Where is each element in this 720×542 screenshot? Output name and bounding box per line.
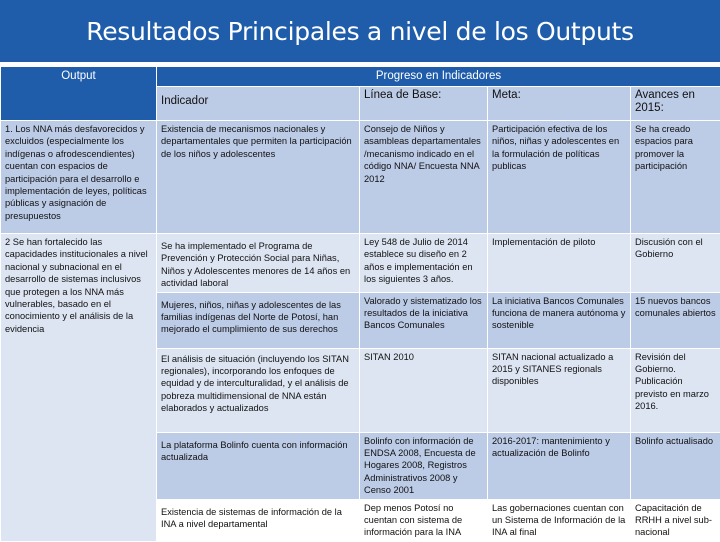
- advance-cell: Bolinfo actualisado: [631, 432, 720, 499]
- indicator-cell: Se ha implementado el Programa de Prevención y Protección Social para Niñas, Niños y Adolescentes menores de 14 años en actividad laboral: [157, 234, 360, 293]
- table-row: [1, 234, 720, 293]
- slide-title: Resultados Principales a nivel de los Outputs: [86, 17, 634, 46]
- header-row-1: [1, 67, 720, 87]
- output-cell: 2 Se han fortalecido las capacidades institucionales a nivel nacional y subnacional en el desarrollo de sistemas inclusivos que protegen a los NNA más vulnerables, basado en el conocimiento y el análisis de la evidencia: [1, 234, 157, 542]
- baseline-cell: Consejo de Niños y asambleas departamentales /mecanismo indicado en el código NNA/ Encuesta NNA 2012: [360, 121, 488, 234]
- goal-cell: 2016-2017: mantenimiento y actualización de Bolinfo: [488, 432, 631, 499]
- baseline-cell: SITAN 2010: [360, 348, 488, 432]
- indicator-cell: El análisis de situación (incluyendo los SITAN regionales), incorporando los enfoques de equidad y de interculturalidad, y el análisis de pobreza multidimensional de NNA están elaborados y actualizados: [157, 348, 360, 432]
- advance-cell: Revisión del Gobierno. Publicación previsto en marzo 2016.: [631, 348, 720, 432]
- header-baseline: Línea de Base:: [360, 87, 488, 121]
- header-progress: Progreso en Indicadores: [157, 67, 720, 87]
- header-indicator: Indicador: [157, 87, 360, 121]
- indicator-cell: La plataforma Bolinfo cuenta con información actualizada: [157, 432, 360, 499]
- advance-cell: Se ha creado espacios para promover la participación: [631, 121, 720, 234]
- baseline-cell: Bolinfo con información de ENDSA 2008, Encuesta de Hogares 2008, Registros Administrativos 2008 y Censo 2001: [360, 432, 488, 499]
- results-table: [0, 66, 720, 542]
- indicator-cell: Existencia de mecanismos nacionales y departamentales que permiten la participación de los niños y adolescentes: [157, 121, 360, 234]
- baseline-cell: Ley 548 de Julio de 2014 establece su diseño en 2 años e implementación en los siguientes 3 años.: [360, 234, 488, 293]
- header-output: Output: [1, 67, 157, 121]
- table-row: [1, 121, 720, 234]
- advance-cell: Capacitación de RRHH a nivel sub-nacional: [631, 499, 720, 541]
- advance-cell: 15 nuevos bancos comunales abiertos: [631, 292, 720, 348]
- indicator-cell: Existencia de sistemas de información de la INA a nivel departamental: [157, 499, 360, 541]
- goal-cell: Las gobernaciones cuentan con un Sistema de Información de la INA al final: [488, 499, 631, 541]
- header-advances: Avances en 2015:: [631, 87, 720, 121]
- advance-cell: Discusión con el Gobierno: [631, 234, 720, 293]
- goal-cell: Participación efectiva de los niños, niñas y adolescentes en la formulación de políticas publicas: [488, 121, 631, 234]
- goal-cell: Implementación de piloto: [488, 234, 631, 293]
- baseline-cell: Dep menos Potosí no cuentan con sistema de información para la INA: [360, 499, 488, 541]
- goal-cell: La iniciativa Bancos Comunales funciona de manera autónoma y sostenible: [488, 292, 631, 348]
- title-bar: [0, 0, 720, 62]
- goal-cell: SITAN nacional actualizado a 2015 y SITANES regionals disponibles: [488, 348, 631, 432]
- baseline-cell: Valorado y sistematizado los resultados de la iniciativa Bancos Comunales: [360, 292, 488, 348]
- indicator-cell: Mujeres, niños, niñas y adolescentes de las familias indígenas del Norte de Potosí, han mejorado el cumplimiento de sus derechos: [157, 292, 360, 348]
- output-cell: 1. Los NNA más desfavorecidos y excluidos (especialmente los indígenas o afrodescendientes) cuentan con espacios de participación para el desarrollo e implementación de leyes, políticas públicas y asignación de presupuestos: [1, 121, 157, 234]
- header-goal: Meta:: [488, 87, 631, 121]
